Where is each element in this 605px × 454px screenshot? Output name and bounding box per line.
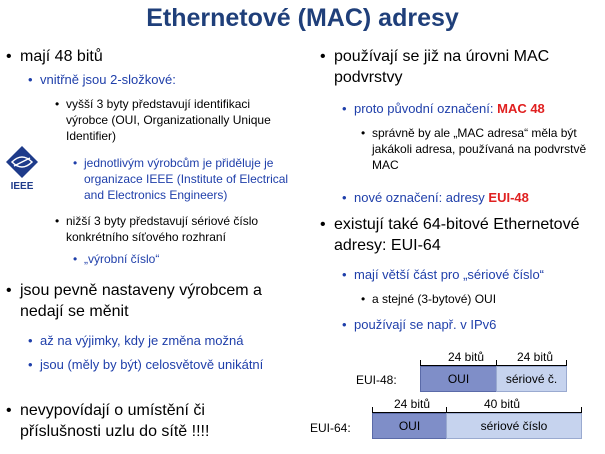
eui48-serial-field: sériové č. — [496, 366, 567, 392]
bullet-64-bit-addresses: • existují také 64-bitové Ethernetové adresy: EUI-64 — [334, 214, 594, 256]
mac48-highlight: MAC 48 — [497, 101, 545, 116]
bullet-upper-bytes-oui: • vyšší 3 byty představují identifikaci výrobce (OUI, Organizationally Unique Identifier) — [66, 96, 286, 144]
bullet-mac-sublayer: • používají se již na úrovni MAC podvrstvy — [334, 46, 594, 88]
bullet-globally-unique: • jsou (měly by být) celosvětově unikátní — [40, 356, 270, 373]
eui64-serial-field: sériové číslo — [446, 413, 582, 439]
bullet-fixed-by-manufacturer: • jsou pevně nastaveny výrobcem a nedají se měnit — [20, 280, 295, 322]
bullet-same-oui: • a stejné (3-bytové) OUI — [372, 291, 594, 307]
eui64-label: EUI-64: — [310, 421, 351, 435]
eui64-oui-field: OUI — [372, 413, 447, 439]
bullet-used-in-ipv6: • používají se např. v IPv6 — [354, 316, 594, 333]
bullet-exceptions: • až na výjimky, kdy je změna možná — [40, 332, 295, 349]
eui48-oui-bits-label: 24 bitů — [448, 350, 485, 364]
eui48-label: EUI-48: — [356, 373, 397, 387]
ieee-logo-text: IEEE — [10, 181, 34, 192]
bullet-new-name — [354, 189, 594, 206]
bullet-ieee-assigns: • jednotlivým výrobcům je přiděluje je organizace IEEE (Institute of Electrical and Electronics Engineers) — [84, 155, 294, 203]
bullet-no-location-info: • nevypovídají o umístění či příslušnosti uzlu do sítě !!!! — [20, 400, 290, 442]
bullet-original-name — [354, 100, 594, 117]
eui48-serial-bits-label: 24 bitů — [517, 350, 554, 364]
bullet-48-bits: • mají 48 bitů — [20, 46, 290, 67]
bullet-production-number: • „výrobní číslo“ — [84, 251, 284, 267]
bullet-two-components: • vnitřně jsou 2-složkové: — [40, 71, 290, 88]
eui64-oui-bits-label: 24 bitů — [394, 397, 431, 411]
bullet-correct-mac-address: • správně by ale „MAC adresa“ měla být jakákoli adresa, používaná na podvrstvě MAC — [372, 125, 594, 173]
eui48-highlight: EUI-48 — [488, 190, 529, 205]
bullet-lower-bytes-serial: • nižší 3 byty představují sériové číslo konkrétního síťového rozhraní — [66, 213, 286, 245]
eui48-oui-field: OUI — [420, 366, 497, 392]
eui64-serial-bits-label: 40 bitů — [484, 397, 521, 411]
bullet-larger-serial-part: • mají větší část pro „sériové číslo“ — [354, 266, 594, 283]
new-name-text: nové označení: adresy — [354, 190, 489, 205]
ieee-logo-icon — [4, 144, 40, 192]
original-name-text: proto původní označení: — [354, 101, 498, 116]
slide-title: Ethernetové (MAC) adresy — [146, 4, 459, 32]
